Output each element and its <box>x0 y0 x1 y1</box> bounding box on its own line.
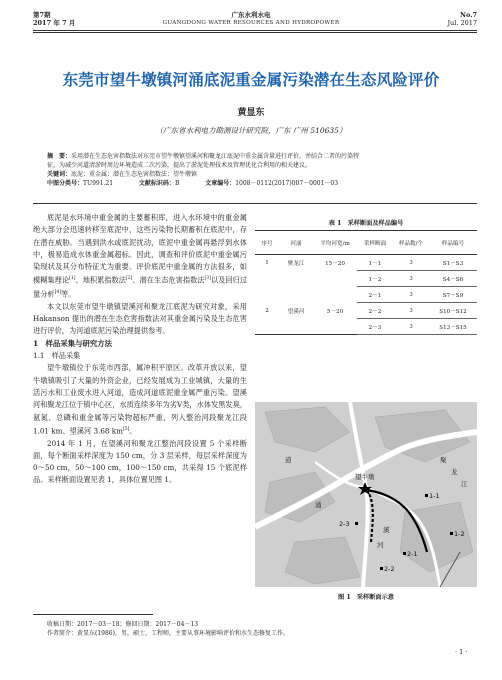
abstract-text-1: 采用潜在生态危害指数法对东莞市望牛墩镇望溪河和聚龙江底泥中重金属含量进行评价，并结合二者的污染特 <box>71 153 360 160</box>
map-label-river: 龙 <box>451 468 458 476</box>
map-label-road: 涌 <box>315 501 322 509</box>
figure-caption: 图 1 采样断面示意 <box>338 594 394 601</box>
author-name: 黄显东 <box>237 108 265 118</box>
citation: [4] <box>54 290 61 296</box>
keywords-label: 关键词： <box>47 171 72 178</box>
keywords: 底泥；重金属；潜在生态危害指数法；望牛墩镇 <box>71 171 198 178</box>
table-cell: 2 <box>265 307 269 314</box>
author-affiliation: （广东省水利电力勘测设计研究院，广东 广州 510635） <box>155 126 347 135</box>
page-number: · 1 · <box>455 648 468 656</box>
abstract-label: 摘 要： <box>47 153 72 160</box>
table-cell: 1－1 <box>357 255 393 271</box>
map-label-road: 道 <box>285 456 292 464</box>
table-cell: 1－2 <box>357 271 393 287</box>
section-heading-1: 1 样品采集与研究方法 <box>33 338 113 348</box>
paragraph-4: 2014 年 1 月，在望溪河和聚龙江整治河段设置 5 个采样断面，每个断面采样深度为 150 cm，分 3 层采样，每层采样深度为 0～50 cm，50～100 cm，100～150 cm，共采得 15 个底泥样品。采样断面设置见表 1，具体位置见图 1。 <box>33 438 247 485</box>
article-no-value: 1008－0112(2017)007－0001－03 <box>235 180 339 187</box>
table-cell <box>255 271 279 287</box>
table-cell: 2－2 <box>357 303 393 319</box>
citation: [2] <box>125 276 133 282</box>
header-journal: 广东水利水电 GUANGDONG WATER RESOURCES AND HYDROPOWER <box>162 11 340 26</box>
table-cell: S4－S6 <box>429 271 477 287</box>
table-cell: S1－S3 <box>429 255 477 271</box>
footnote <box>47 620 467 638</box>
table-row <box>255 303 477 319</box>
table-cell: S7－S9 <box>429 287 477 303</box>
map-label-section: 2-2 <box>384 565 395 573</box>
header-rule <box>33 30 477 31</box>
footnote-dates: 收稿日期：2017－03－18；修回日期：2017－04－13 <box>47 621 199 628</box>
citation: [1] <box>69 276 76 282</box>
abstract <box>47 152 467 188</box>
table-cell: 望溪河 <box>287 308 305 315</box>
paragraph-2: 本文以东莞市望牛墩镇望溪河和聚龙江底泥为研究对象，采用 Hakanson 提出的潜在生态危害指数法对其重金属污染及生态危害进行评价，为河道底泥污染治理提供参考。 <box>33 301 247 336</box>
sampling-table <box>255 230 477 335</box>
map-label-section: 1-2 <box>454 530 465 538</box>
table-cell: S13－S15 <box>429 319 477 335</box>
table-cell: 5－20 <box>326 308 344 315</box>
subsection-heading-1-1: 1.1 样品采集 <box>33 351 81 361</box>
map-label-section: 2-3 <box>339 520 350 528</box>
table-cell: 15－20 <box>325 260 345 267</box>
table-cell: 3 <box>393 319 429 335</box>
table-cell <box>255 287 279 303</box>
table-cell: 2－1 <box>357 287 393 303</box>
table-cell: 3 <box>393 255 429 271</box>
map-label-section: 1-1 <box>429 492 440 500</box>
footnote-rule <box>33 614 153 615</box>
clc-value: TU991.21 <box>83 180 114 187</box>
abstract-text-2: 征，为减少河道清淤时周边环境造成二次污染，提出了淤泥处理技术及管理优化合利用的相关建议。 <box>47 162 312 169</box>
table-cell <box>279 319 313 335</box>
map-label-river: 江 <box>461 480 468 488</box>
table-row <box>255 271 477 287</box>
doc-code-label: 文献标识码： <box>138 180 175 187</box>
citation: [5] <box>122 426 130 432</box>
article-no-label: 文章编号： <box>205 180 236 187</box>
table-row <box>255 255 477 271</box>
table-header: 样品数/个 <box>398 240 424 247</box>
doc-code-value: B <box>174 180 180 187</box>
table-header: 样品编号 <box>441 240 465 247</box>
table-cell: 2－3 <box>357 319 393 335</box>
table-cell <box>255 319 279 335</box>
table-cell <box>279 287 313 303</box>
header-issue-right: No.7 Jul. 2017 <box>447 11 477 27</box>
abstract-rule <box>33 203 477 204</box>
footnote-author-info: 作者简介：黄显东(1986)，男，硕士，工程师，主要从事环境影响评价和水生态修复工作。 <box>47 630 289 637</box>
table-row <box>255 287 477 303</box>
header-rule-2 <box>33 32 477 33</box>
paper-title: 东莞市望牛墩镇河涌底泥重金属污染潜在生态风险评价 <box>62 70 440 89</box>
header-issue-left: 第7期 2017 年 7 月 <box>33 11 76 27</box>
map-label-section: 2-1 <box>407 550 418 558</box>
table-caption: 表 1 采样断面及样品编号 <box>328 220 404 227</box>
map-label-river: 河 <box>377 541 384 549</box>
table-cell: 3 <box>393 287 429 303</box>
table-cell <box>313 271 357 287</box>
table-header: 平均河宽/m <box>320 240 350 247</box>
table-row <box>255 319 477 335</box>
paragraph-3: 望牛墩镇位于东莞市西部，属冲积平原区。改革开放以来，望牛墩镇吸引了大量的外资企业，已经发展成为工业城镇，大量的生活污水和工业废水进入河道，造成河道底泥重金属严重污染。望溪河和聚龙江位于镇中心区，水质连续多年为劣Ⅴ类，水体发黑发臭，氨氮、总磷和重金属等污染物超标严重，列入整治河段聚龙江段 1.01 km、望溪河 3.68 km[5]。 <box>33 363 247 436</box>
map-svg <box>255 402 477 587</box>
table-header: 序号 <box>261 240 273 247</box>
table-cell: 1 <box>265 259 269 266</box>
map-label-town: 望牛墩 <box>355 473 375 481</box>
body-left-column <box>33 212 247 487</box>
table-header: 采样断面 <box>363 240 387 247</box>
table-cell: 3 <box>393 271 429 287</box>
sampling-map-figure <box>255 402 477 587</box>
paragraph-1: 底泥是水环境中重金属的主要蓄积库，进入水环境中的重金属绝大部分会迅速转移至底泥中，这些污染物长期蓄积在底泥中，存在潜在威胁。当遇到洪水或底泥扰动，底泥中重金属再悬浮到水体中，极易造成水体重金属超标。因此，调查和评价底泥中重金属污染现状及其分布特征尤为重要。评价底泥中重金属的方法很多，如模糊集理论[1]、地积累指数法[2]、潜在生态危害指数法[3]以及回归过量分析[4]等。 <box>33 213 247 299</box>
table-cell <box>313 287 357 303</box>
table-header: 河涌 <box>290 240 302 247</box>
clc-label: 中图分类号： <box>47 180 84 187</box>
table-cell: 3 <box>393 303 429 319</box>
table-cell <box>279 271 313 287</box>
table-cell <box>313 319 357 335</box>
map-label-river: 溪 <box>383 526 390 534</box>
citation: [3] <box>204 276 211 282</box>
table-cell: 聚龙江 <box>287 260 305 267</box>
table-cell: S10－S12 <box>429 303 477 319</box>
map-label-river: 聚 <box>440 456 447 464</box>
